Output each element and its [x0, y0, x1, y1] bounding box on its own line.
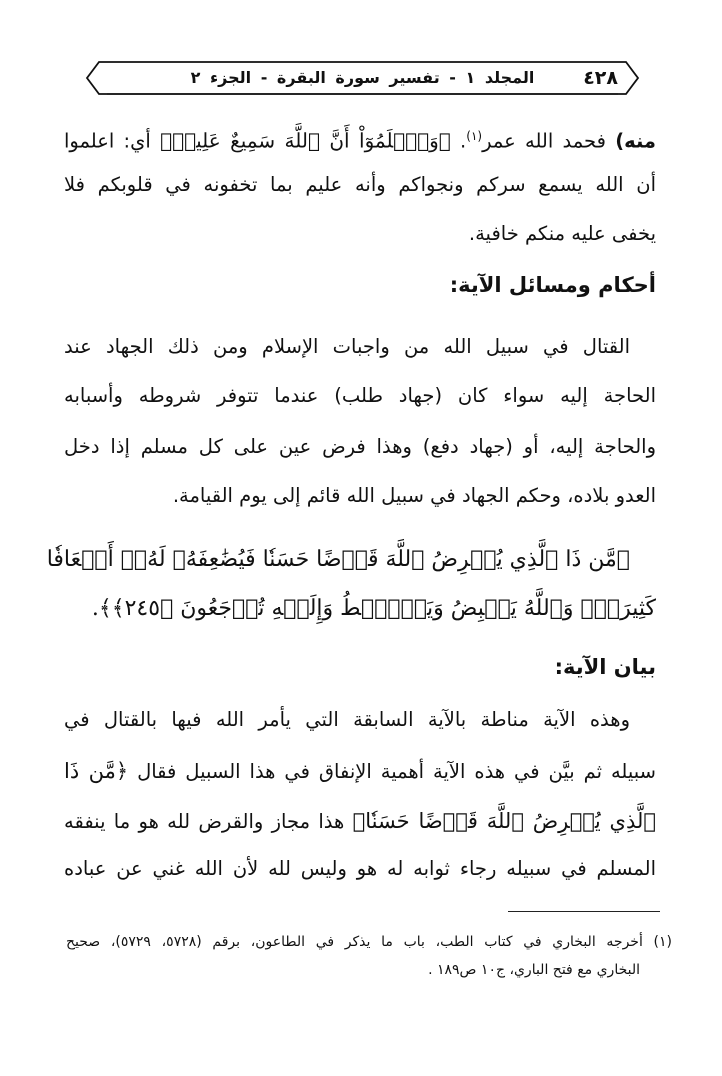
page-number: ٤٢٨	[583, 67, 618, 89]
paragraph-2-line-3: والحاجة إليه، أو (جهاد دفع) وهذا فرض عين على كل مسلم إذا دخل	[64, 435, 656, 458]
quran-quote: ﴿مَّن ذَا	[64, 759, 129, 783]
paragraph-1-line-1	[64, 116, 656, 156]
paragraph-1-line-2: أن الله يسمع سركم ونجواكم وأنه عليم بما تخفونه في قلوبكم فلا	[64, 173, 656, 196]
paragraph-3-line-1: وهذه الآية مناطة بالآية السابقة التي يأمر الله فيها بالقتال في	[64, 708, 630, 731]
paragraph-3-line-2	[64, 751, 656, 791]
paragraph-1-line-3: يخفى عليه منكم خافية.	[468, 222, 656, 245]
text-run: منه)	[615, 129, 657, 153]
paragraph-3-line-4: المسلم في سبيله رجاء ثوابه له هو وليس لله لأن الله غني عن عباده	[64, 857, 656, 880]
section-heading-rulings: أحكام ومسائل الآية:	[449, 273, 656, 297]
quran-quote: ﴿وَٱعۡلَمُوٓاْ أَنَّ ٱللَّهَ سَمِيعٌ عَلِيمٞ﴾	[160, 128, 451, 153]
paragraph-3-line-3	[64, 801, 656, 841]
running-header	[85, 58, 640, 98]
section-heading-explanation: بيان الآية:	[554, 655, 656, 679]
footnote-line-2: البخاري مع فتح الباري، ج١٠ ص١٨٩ .	[428, 962, 640, 978]
text-run: هذا مجاز والقرض لله هو ما ينفقه	[64, 810, 353, 833]
paragraph-2-line-2: الحاجة إليه سواء كان (جهاد طلب) عندما تتوفر شروطه وأسبابه	[64, 384, 656, 407]
quran-verse-line-1: ﴿مَّن ذَا ٱلَّذِي يُقۡرِضُ ٱللَّهَ قَرۡضًا حَسَنٗا فَيُضَٰعِفَهُۥ لَهُۥٓ أَضۡعَافٗا	[46, 547, 630, 572]
quran-verse-line-2: كَثِيرَةٗۚ وَٱللَّهُ يَقۡبِضُ وَيَبۡصُۜطُ وَإِلَيۡهِ تُرۡجَعُونَ ﴿٢٤٥﴾﴾.	[91, 596, 656, 621]
footnote-marker: (١)	[466, 129, 483, 143]
paragraph-2-line-1: القتال في سبيل الله من واجبات الإسلام ومن ذلك الجهاد عند	[64, 335, 630, 358]
footnote-separator	[508, 911, 660, 912]
quran-quote: ٱلَّذِي يُقۡرِضُ ٱللَّهَ قَرۡضًا حَسَنٗا﴾	[352, 809, 656, 833]
text-run: أي: اعلموا	[64, 129, 161, 153]
text-run: فحمد الله عمر	[482, 129, 616, 153]
footnote-line-1: (١) أخرجه البخاري في كتاب الطب، باب ما يذكر في الطاعون، برقم (٥٧٢٨، ٥٧٢٩)، صحيح	[66, 934, 672, 950]
header-title: المجلد ١ - تفسير سورة البقرة - الجزء ٢	[190, 68, 535, 87]
paragraph-2-line-4: العدو بلاده، وحكم الجهاد في سبيل الله قائم إلى يوم القيامة.	[172, 484, 656, 507]
text-run: .	[450, 129, 467, 153]
text-run: سبيله ثم بيَّن في هذه الآية أهمية الإنفاق في هذا السبيل فقال	[128, 760, 656, 783]
